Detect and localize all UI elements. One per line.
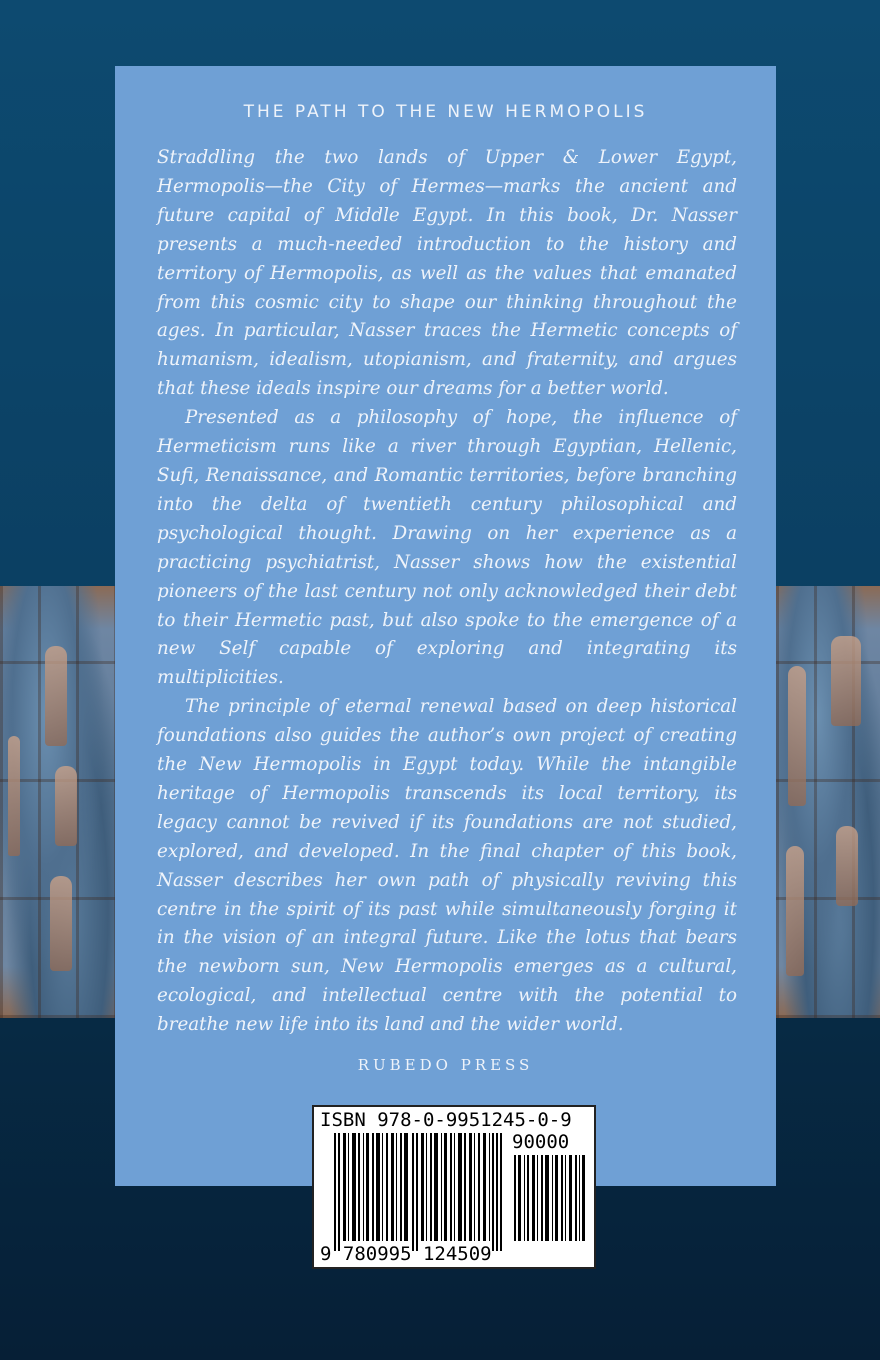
- egyptian-figure: [8, 736, 20, 856]
- isbn-label: ISBN 978-0-9951245-0-9: [320, 1109, 572, 1131]
- egyptian-figure: [45, 646, 67, 746]
- blurb-paragraph: Straddling the two lands of Upper & Lower Egypt, Hermopolis—the City of Hermes—marks the ancient and future capital of Middle Egypt. In this book, Dr. Nasser presents a much-needed introduction to the history and territory of Hermopolis, as well as the values that emanated from this cosmic city to shape our thinking throughout the ages. In particular, Nasser traces the Hermetic concepts of humanism, idealism, utopianism, and fraternity, and argues that these ideals inspire our dreams for a better world.: [157, 147, 737, 400]
- publisher-name: RUBEDO PRESS: [357, 1056, 534, 1074]
- book-title: THE PATH TO THE NEW HERMOPOLIS: [243, 102, 648, 122]
- barcode-bars: [334, 1133, 504, 1251]
- isbn-barcode: [312, 1105, 596, 1269]
- egyptian-figure: [55, 766, 77, 846]
- egyptian-figure: [836, 826, 858, 906]
- egyptian-figure: [788, 666, 806, 806]
- blurb-paragraph: The principle of eternal renewal based on deep historical foundations also guides the author’s own project of creating the New Hermopolis in Egypt today. While the intangible heritage of Hermopolis transcends its local territory, its legacy cannot be revived if its foundations are not studied, explored, and developed. In the final chapter of this book, Nasser describes her own path of physically reviving this centre in the spirit of its past while simultaneously forging it in the vision of an integral future. Like the lotus that bears the newborn sun, New Hermopolis emerges as a cultural, ecological, and intellectual centre with the potential to breathe new life into its land and the wider world.: [157, 696, 737, 1036]
- price-code: 90000: [512, 1131, 570, 1153]
- blurb: [157, 144, 737, 1040]
- egyptian-figure: [50, 876, 72, 971]
- egyptian-figure: [831, 636, 861, 726]
- barcode-digits: 9 780995 124509: [320, 1243, 492, 1265]
- hieroglyph-frieze-left: [0, 586, 115, 1018]
- hieroglyph-frieze-right: [776, 586, 880, 1018]
- egyptian-figure: [786, 846, 804, 976]
- back-cover-panel: [115, 66, 776, 1186]
- blurb-paragraph: Presented as a philosophy of hope, the influence of Hermeticism runs like a river through Egyptian, Hellenic, Sufi, Renaissance, and Romantic territories, before branching into the delta of twentieth century philosophical and psychological thought. Drawing on her experience as a practicing psychiatrist, Nasser shows how the existential pioneers of the last century not only acknowledged their debt to their Hermetic past, but also spoke to the emergence of a new Self capable of exploring and integrating its multiplicities.: [157, 407, 737, 689]
- price-barcode-bars: [514, 1155, 586, 1241]
